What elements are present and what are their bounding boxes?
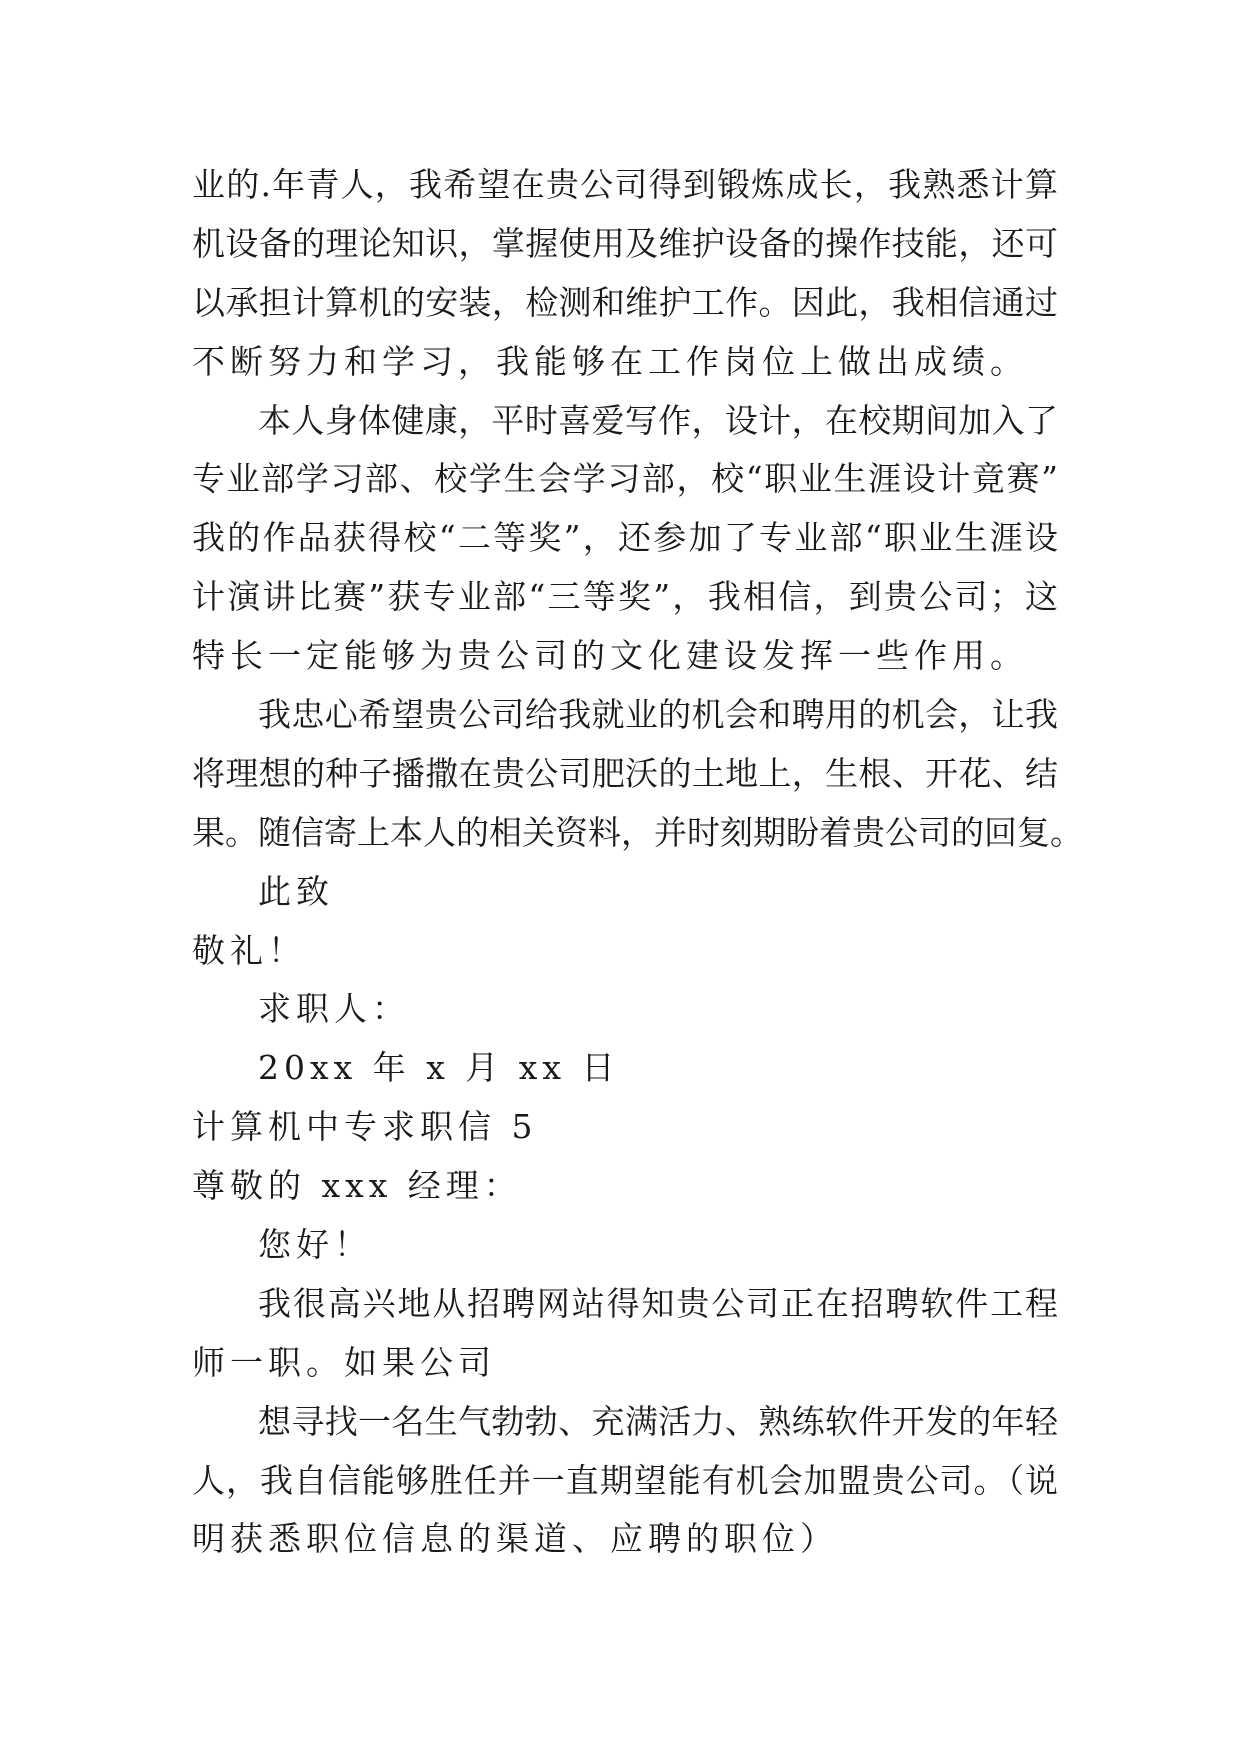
text-line: 计演讲比赛”获专业部“三等奖”，我相信，到贵公司；这	[192, 577, 1058, 617]
paragraph-start-line: 我很高兴地从招聘网站得知贵公司正在招聘软件工程	[258, 1283, 1058, 1323]
text-line: 专业部学习部、校学生会学习部，校“职业生涯设计竟赛”	[192, 459, 1058, 499]
text-line: 人，我自信能够胜任并一直期望能有机会加盟贵公司。（说	[192, 1460, 1058, 1500]
text-line: 业的.年青人，我希望在贵公司得到锻炼成长，我熟悉计算	[192, 165, 1058, 204]
paragraph-start-line: 我忠心希望贵公司给我就业的机会和聘用的机会，让我	[258, 695, 1058, 735]
greeting-line: 您好！	[258, 1225, 372, 1265]
letter-body	[192, 156, 1083, 1569]
paragraph-start-line: 想寻找一名生气勃勃、充满活力、熟练软件开发的年轻	[258, 1401, 1058, 1441]
closing-salutation: 此致	[258, 871, 334, 911]
letter-date: 20xx 年 x 月 xx 日	[258, 1048, 620, 1088]
paragraph-start-line: 本人身体健康，平时喜爱写作，设计，在校期间加入了	[258, 400, 1058, 440]
text-line: 特长一定能够为贵公司的文化建设发挥一些作用。	[192, 636, 1028, 676]
closing-regards: 敬礼！	[192, 930, 306, 970]
text-line: 果。随信寄上本人的相关资料，并时刻期盼着贵公司的回复。	[192, 812, 1083, 852]
text-line: 明获悉职位信息的渠道、应聘的职位）	[192, 1519, 838, 1559]
text-line: 机设备的理论知识，掌握使用及维护设备的操作技能，还可	[192, 223, 1058, 263]
letter-heading: 计算机中专求职信 5	[192, 1107, 538, 1147]
text-line: 师一职。如果公司	[192, 1342, 496, 1382]
text-line: 以承担计算机的安装，检测和维护工作。因此，我相信通过	[192, 282, 1058, 322]
signature-label: 求职人：	[258, 989, 410, 1029]
text-line: 不断努力和学习，我能够在工作岗位上做出成绩。	[192, 341, 1028, 381]
letter-greeting: 尊敬的 xxx 经理：	[192, 1166, 522, 1206]
text-line: 我的作品获得校“二等奖”，还参加了专业部“职业生涯设	[192, 518, 1058, 558]
text-line: 将理想的种子播撒在贵公司肥沃的土地上，生根、开花、结	[192, 753, 1058, 793]
